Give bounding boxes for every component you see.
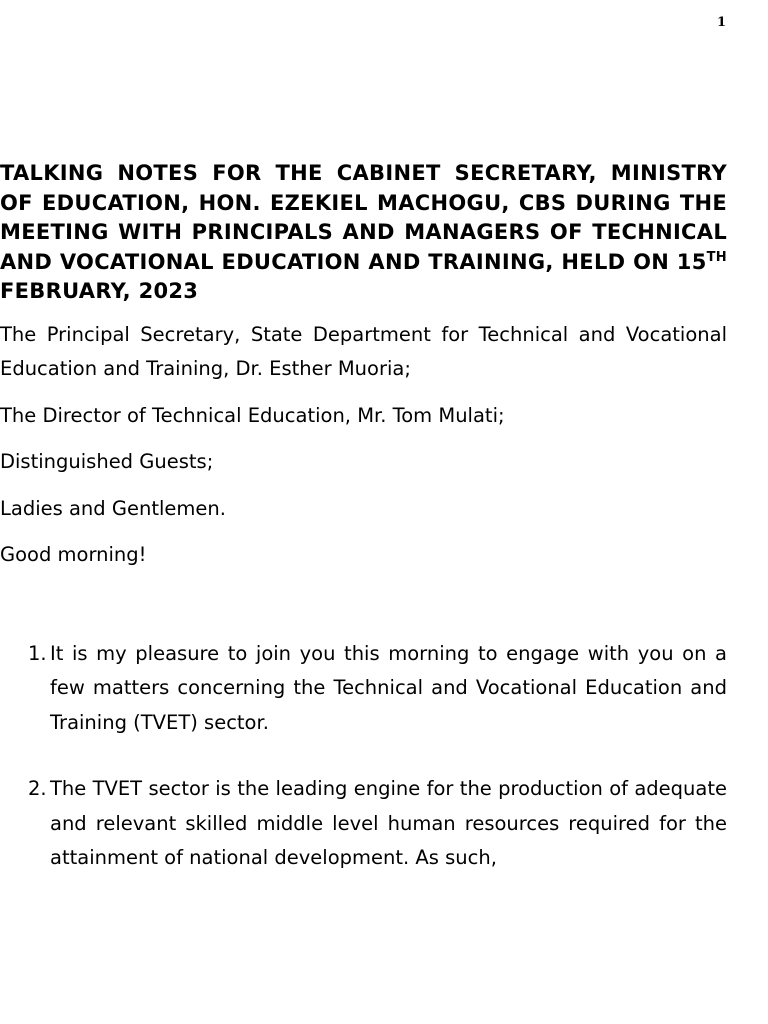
greeting: Good morning! xyxy=(0,543,147,567)
title-main: TALKING NOTES FOR THE CABINET SECRETARY, MINISTRY OF EDUCATION, HON. EZEKIEL MACHOGU, CBS DURING THE MEETING WITH PRINCIPALS AND MANAGERS OF TECHNICAL AND VOCATIONAL EDUCATION AND TRAINING, HELD ON 15 xyxy=(0,161,727,274)
list-item xyxy=(0,772,727,876)
title-date-tail: FEBRUARY, 2023 xyxy=(0,279,199,304)
salutation-ladies-gentlemen: Ladies and Gentlemen. xyxy=(0,496,226,520)
salutation-guests: Distinguished Guests; xyxy=(0,450,214,474)
talking-points-list xyxy=(0,637,727,876)
list-item-number: 2. xyxy=(28,777,47,801)
salutation-director: The Director of Technical Education, Mr. Tom Mulati; xyxy=(0,403,505,427)
title-ordinal-suffix: TH xyxy=(706,249,727,265)
list-item-text: It is my pleasure to join you this morning to engage with you on a few matters concerning the Technical and Vocational Education and Training (TVET) sector. xyxy=(50,641,727,734)
page-number: 1 xyxy=(716,15,726,30)
document-body xyxy=(0,159,727,876)
list-item xyxy=(0,637,727,741)
list-item-number: 1. xyxy=(28,641,47,665)
list-item-text: The TVET sector is the leading engine for the production of adequate and relevant skilled middle level human resources required for the attainment of national development. As such, xyxy=(50,777,727,870)
salutation-principal-secretary: The Principal Secretary, State Department for Technical and Vocational Education and Training, Dr. Esther Muoria; xyxy=(0,322,727,381)
document-title xyxy=(0,159,727,307)
